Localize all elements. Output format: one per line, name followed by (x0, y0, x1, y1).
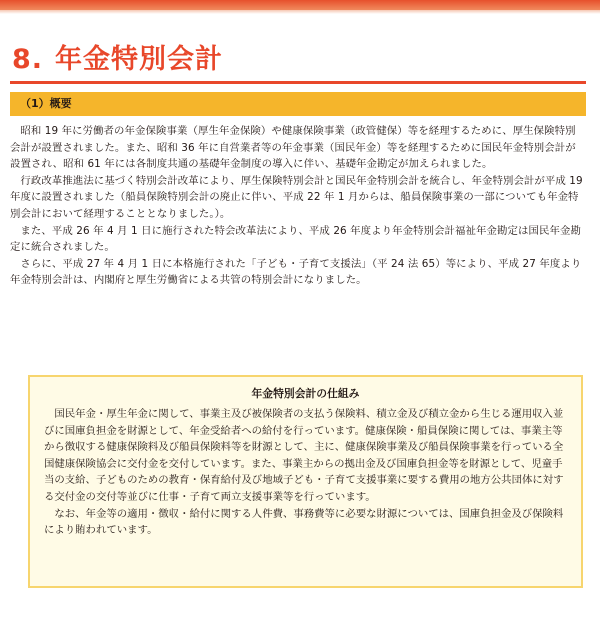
mechanism-box (28, 375, 583, 588)
box-paragraph: 国民年金・厚生年金に関して、事業主及び被保険者の支払う保険料、積立金及び積立金から生じる運用収入並びに国庫負担金を財源として、年金受給者への給付を行っています。健康保険・船員保険に関しては、事業主等から徴収する健康保険料及び船員保険料等を財源として、主に、健康保険事業及び船員保険事業を行っている全国健康保険協会に交付金を交付しています。また、事業主からの拠出金及び国庫負担金等を財源として、児童手当の支給、子どものための教育・保育給付及び地域子ども・子育て支援事業に要する費用の地方公共団体に対する交付金の交付等並びに仕事・子育て両立支援事業等を行っています。 (44, 408, 564, 503)
title-underline (10, 81, 586, 84)
section-heading: （1）概要 (10, 92, 586, 116)
chapter-title-text: 年金特別会計 (55, 44, 224, 75)
chapter-number: 8. (12, 44, 44, 75)
header-accent-bar (0, 0, 600, 10)
box-title: 年金特別会計の仕組み (251, 387, 360, 400)
body-paragraph: 昭和 19 年に労働者の年金保険事業（厚生年金保険）や健康保険事業（政管健保）等を経理するために、厚生保険特別会計が設置されました。また、昭和 36 年に自営業者等の年金事業（国民年金）等を経理するために国民年金特別会計が設置され、昭和 61 年には各制度共通の基礎年金制度の導入に伴い、基礎年金勘定が加えられました。 (10, 125, 576, 171)
box-paragraph: なお、年金等の適用・徴収・給付に関する人件費、事務費等に必要な財源については、国庫負担金及び保険料により賄われています。 (44, 507, 564, 537)
header-accent-shadow (0, 10, 600, 14)
section-body (10, 123, 586, 289)
body-paragraph: 行政改革推進法に基づく特別会計改革により、厚生保険特別会計と国民年金特別会計を統合し、年金特別会計が平成 19 年度に設置されました（船員保険特別会計の廃止に伴い、平成 22 年 1 月からは、船員保険事業の一部についても年金特別会計において経理することとなりました。）。 (10, 174, 583, 220)
chapter-title (12, 37, 223, 76)
body-paragraph: さらに、平成 27 年 4 月 1 日に本格施行された「子ども・子育て支援法」（平 24 法 65）等により、平成 27 年度より年金特別会計は、内閣府と厚生労働省による共管の特別会計になりました。 (10, 257, 582, 287)
body-paragraph: また、平成 26 年 4 月 1 日に施行された特会改革法により、平成 26 年度より年金特別会計福祉年金勘定は国民年金勘定に統合されました。 (10, 224, 581, 254)
box-body (44, 406, 567, 539)
